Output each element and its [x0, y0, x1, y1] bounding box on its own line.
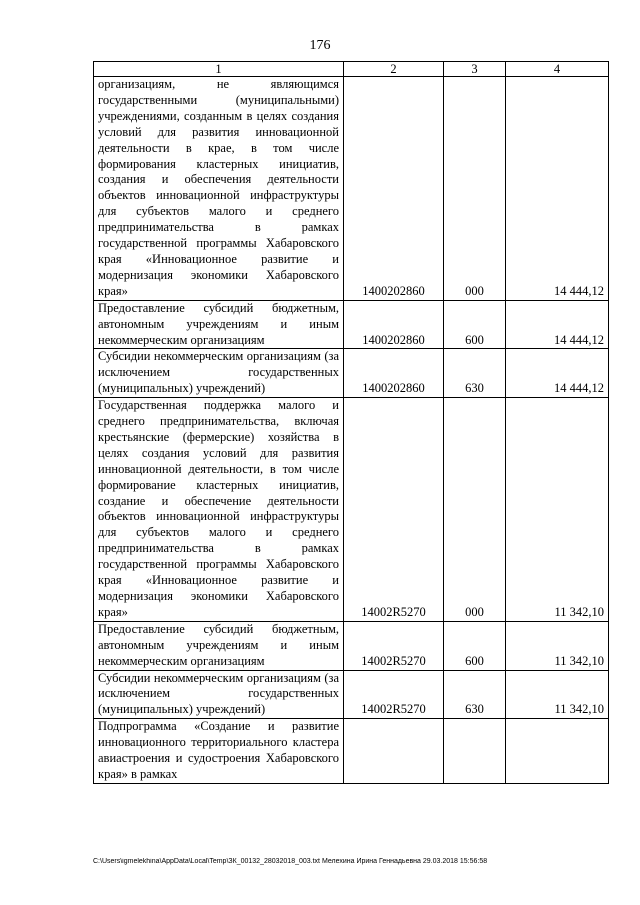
row-amount: 14 444,12 — [506, 300, 609, 349]
header-col-4: 4 — [506, 62, 609, 77]
row-description: Субсидии некоммерческим организациям (за исключением государственных (муниципальных) учреждений) — [94, 670, 344, 719]
table-row — [94, 349, 609, 398]
row-target-code: 14002R5270 — [344, 670, 444, 719]
row-expense-type: 600 — [444, 300, 506, 349]
row-expense-type: 630 — [444, 670, 506, 719]
page-number: 176 — [309, 38, 331, 53]
row-expense-type: 000 — [444, 77, 506, 301]
row-amount: 11 342,10 — [506, 670, 609, 719]
table-row — [94, 77, 609, 301]
header-col-3: 3 — [444, 62, 506, 77]
row-description: Государственная поддержка малого и среднего предпринимательства, включая крестьянские (фермерские) хозяйства в целях создания условий для развития инновационной деятельности, в том числе формирование кластерных инициатив, создание и обеспечение деятельности объектов инновационной инфраструктуры для субъектов малого и среднего предпринимательства в рамках государственной программы Хабаровского края «Инновационное развитие и модернизация экономики Хабаровского края» — [94, 398, 344, 622]
row-amount: 14 444,12 — [506, 349, 609, 398]
header-col-1: 1 — [94, 62, 344, 77]
row-expense-type: 630 — [444, 349, 506, 398]
row-amount — [506, 719, 609, 784]
row-description: Предоставление субсидий бюджетным, автономным учреждениям и иным некоммерческим организациям — [94, 300, 344, 349]
table-row — [94, 621, 609, 670]
row-expense-type: 000 — [444, 398, 506, 622]
table-row — [94, 670, 609, 719]
row-description: организациям, не являющимся государственными (муниципальными) учреждениями, созданным в целях создания условий для развития инновационной деятельности в крае, в том числе формирования кластерных инициатив, создания и обеспечения деятельности объектов инновационной инфраструктуры для субъектов малого и среднего предпринимательства в рамках государственной программы Хабаровского края «Инновационное развитие и модернизация экономики Хабаровского края» — [94, 77, 344, 301]
row-description: Предоставление субсидий бюджетным, автономным учреждениям и иным некоммерческим организациям — [94, 621, 344, 670]
row-amount: 14 444,12 — [506, 77, 609, 301]
row-target-code — [344, 719, 444, 784]
table-header-row — [94, 62, 609, 77]
row-expense-type: 600 — [444, 621, 506, 670]
row-amount: 11 342,10 — [506, 398, 609, 622]
row-description: Субсидии некоммерческим организациям (за исключением государственных (муниципальных) учреждений) — [94, 349, 344, 398]
row-expense-type — [444, 719, 506, 784]
table-row — [94, 719, 609, 784]
row-amount: 11 342,10 — [506, 621, 609, 670]
row-target-code: 14002R5270 — [344, 621, 444, 670]
row-target-code: 14002R5270 — [344, 398, 444, 622]
table-row — [94, 398, 609, 622]
row-target-code: 1400202860 — [344, 349, 444, 398]
budget-table — [93, 61, 609, 784]
row-target-code: 1400202860 — [344, 77, 444, 301]
row-target-code: 1400202860 — [344, 300, 444, 349]
table-row — [94, 300, 609, 349]
file-path-footer: C:\Users\igmelekhina\AppData\Local\Temp\ЗК_00132_28032018_003.txt Мелехина Ирина Геннадьевна 29.03.2018 15:56:58 — [93, 858, 488, 865]
header-col-2: 2 — [344, 62, 444, 77]
row-description: Подпрограмма «Создание и развитие инновационного территориального кластера авиастроения и судостроения Хабаровского края» в рамках — [94, 719, 344, 784]
